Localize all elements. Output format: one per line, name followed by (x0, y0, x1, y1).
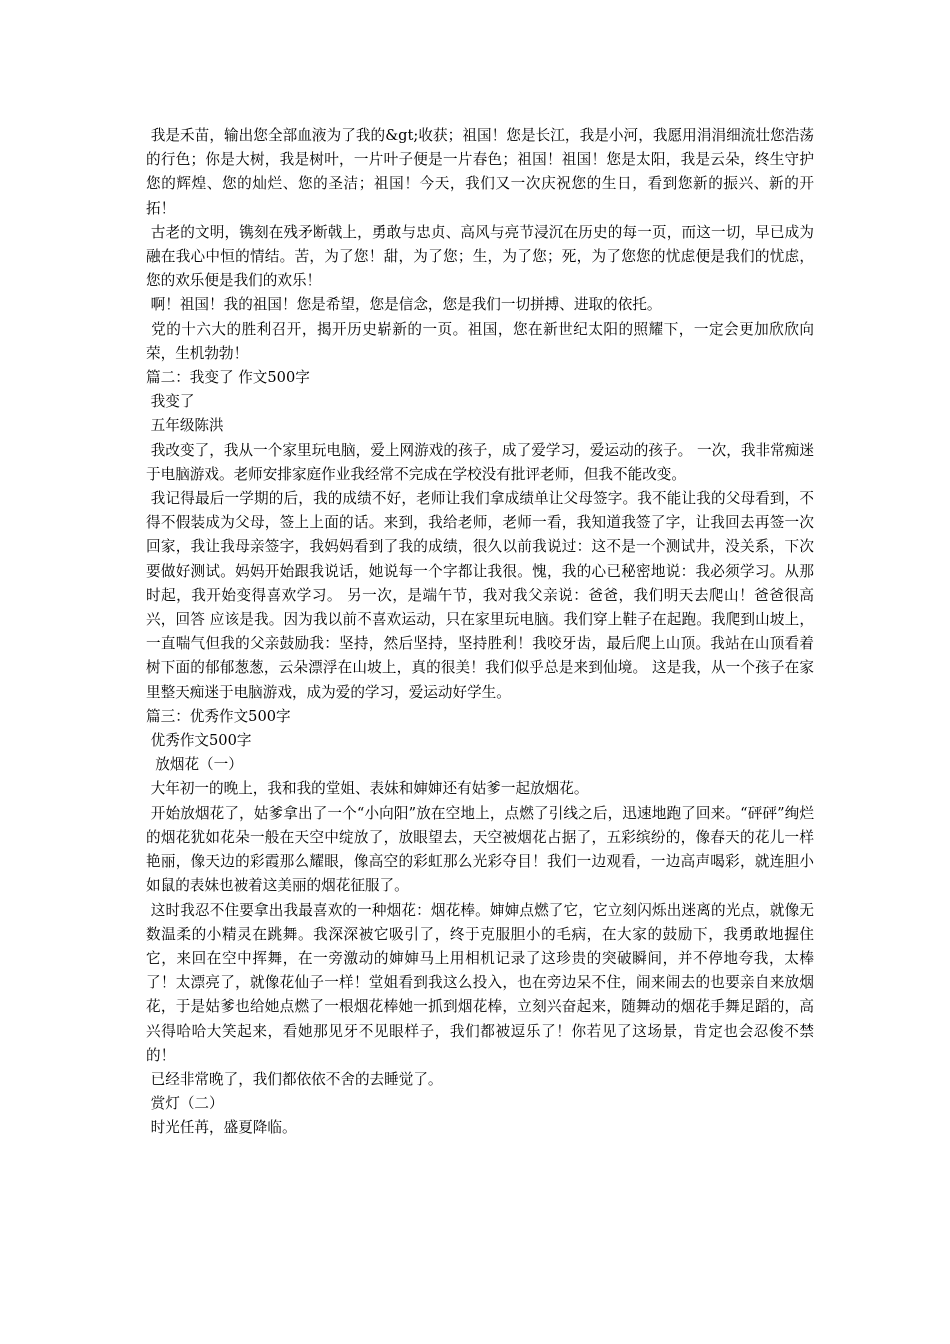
section-heading-3: 篇三：优秀作文500字 (146, 707, 291, 725)
paragraph-motherland-2: 古老的文明，镌刻在残矛断戟上，勇敢与忠贞、高风与亮节浸沉在历史的每一页，而这一切，早已成为融在我心中恒的情结。苦，为了您！甜，为了您；生，为了您；死，为了您您的忧虑便是我们的忧虑，您的欢乐便是我们的欢乐！ (146, 223, 814, 290)
paragraph-motherland-4: 党的十六大的胜利召开，揭开历史崭新的一页。祖国，您在新世纪太阳的照耀下，一定会更加欣欣向荣，生机勃勃！ (146, 320, 814, 362)
section-heading-2: 篇二：我变了 作文500字 (146, 369, 310, 387)
essay-title-2: 我变了 (150, 393, 195, 411)
paragraph-motherland-1: 我是禾苗，输出您全部血液为了我的&gt;收获；祖国！您是长江，我是小河，我愿用涓涓细流壮您浩荡的行色；你是大树，我是树叶，一片叶子便是一片春色；祖国！祖国！您是太阳，我是云朵，终生守护您的辉煌、您的灿烂、您的圣洁；祖国！今天，我们又一次庆祝您的生日，看到您新的振兴、新的开拓！ (146, 127, 814, 217)
paragraph-fireworks-1: 大年初一的晚上，我和我的堂姐、表妹和婶婶还有姑爹一起放烟花。 (150, 780, 589, 798)
paragraph-fireworks-4: 已经非常晚了，我们都依依不舍的去睡觉了。 (150, 1070, 443, 1088)
subtitle-lanterns: 赏灯（二） (150, 1095, 224, 1113)
paragraph-fireworks-2: 开始放烟花了，姑爹拿出了一个“小向阳”放在空地上，点燃了引线之后，迅速地跑了回来。“砰砰”绚烂的烟花犹如花朵一般在天空中绽放了，放眼望去，天空被烟花占据了，五彩缤纷的，像春天的花儿一样艳丽，像天边的彩霞那么耀眼，像高空的彩虹那么光彩夺目！我们一边观看，一边高声喝彩，就连胆小如鼠的表妹也被着这美丽的烟花征服了。 (146, 804, 815, 895)
paragraph-change-1: 我改变了，我从一个家里玩电脑，爱上网游戏的孩子，成了爱学习，爱运动的孩子。 一次，我非常痴迷于电脑游戏。老师安排家庭作业我经常不完成在学校没有批评老师，但我不能改变。 (146, 441, 814, 483)
essay-author-2: 五年级陈洪 (150, 417, 224, 435)
subtitle-fireworks: 放烟花（一） (150, 756, 243, 774)
document-body (146, 124, 814, 1141)
paragraph-motherland-3: 啊！祖国！我的祖国！您是希望，您是信念，您是我们一切拼搏、进取的依托。 (150, 296, 662, 314)
paragraph-change-2: 我记得最后一学期的后，我的成绩不好，老师让我们拿成绩单让父母签字。我不能让我的父母看到，不得不假装成为父母，签上上面的话。来到，我给老师，老师一看，我知道我签了字，让我回去再签一次回家，我让我母亲签字，我妈妈看到了我的成绩，很久以前我说过：这不是一个测试井，没关系，下次要做好测试。妈妈开始跟我说话，她说每一个字都让我很。愧，我的心已秘密地说：我必须学习。从那时起，我开始变得喜欢学习。 另一次，是端午节，我对我父亲说：爸爸，我们明天去爬山！爸爸很高兴，回答 应该是我。因为我以前不喜欢运动，只在家里玩电脑。我们穿上鞋子在起跑。我爬到山坡上，一直喘气但我的父亲鼓励我：坚持，然后坚持，坚持胜利！我咬牙齿，最后爬上山顶。我站在山顶看着树下面的郁郁葱葱，云朵漂浮在山坡上，真的很美！我们似乎总是来到仙境。 这是我，从一个孩子在家里整天痴迷于电脑游戏，成为爱的学习，爱运动好学生。 (146, 490, 814, 701)
paragraph-lanterns-1: 时光任苒，盛夏降临。 (150, 1119, 297, 1137)
essay-title-3: 优秀作文500字 (150, 732, 252, 750)
paragraph-fireworks-3: 这时我忍不住要拿出我最喜欢的一种烟花：烟花棒。婶婶点燃了它，它立刻闪烁出迷离的光点，就像无数温柔的小精灵在跳舞。我深深被它吸引了，终于克服胆小的毛病，在大家的鼓励下，我勇敢地握住它，来回在空中挥舞，在一旁激动的婶婶马上用相机记录了这珍贵的突破瞬间，并不停地夸我，太棒了！太漂亮了，就像花仙子一样！堂姐看到我这么投入，也在旁边呆不住，闹来闹去的也要亲自来放烟花，于是姑爹也给她点燃了一根烟花棒她一抓到烟花棒，立刻兴奋起来，随舞动的烟花手舞足蹈的，高兴得哈哈大笑起来，看她那见牙不见眼样子，我们都被逗乐了！你若见了这场景，肯定也会忍俊不禁的！ (146, 901, 814, 1064)
